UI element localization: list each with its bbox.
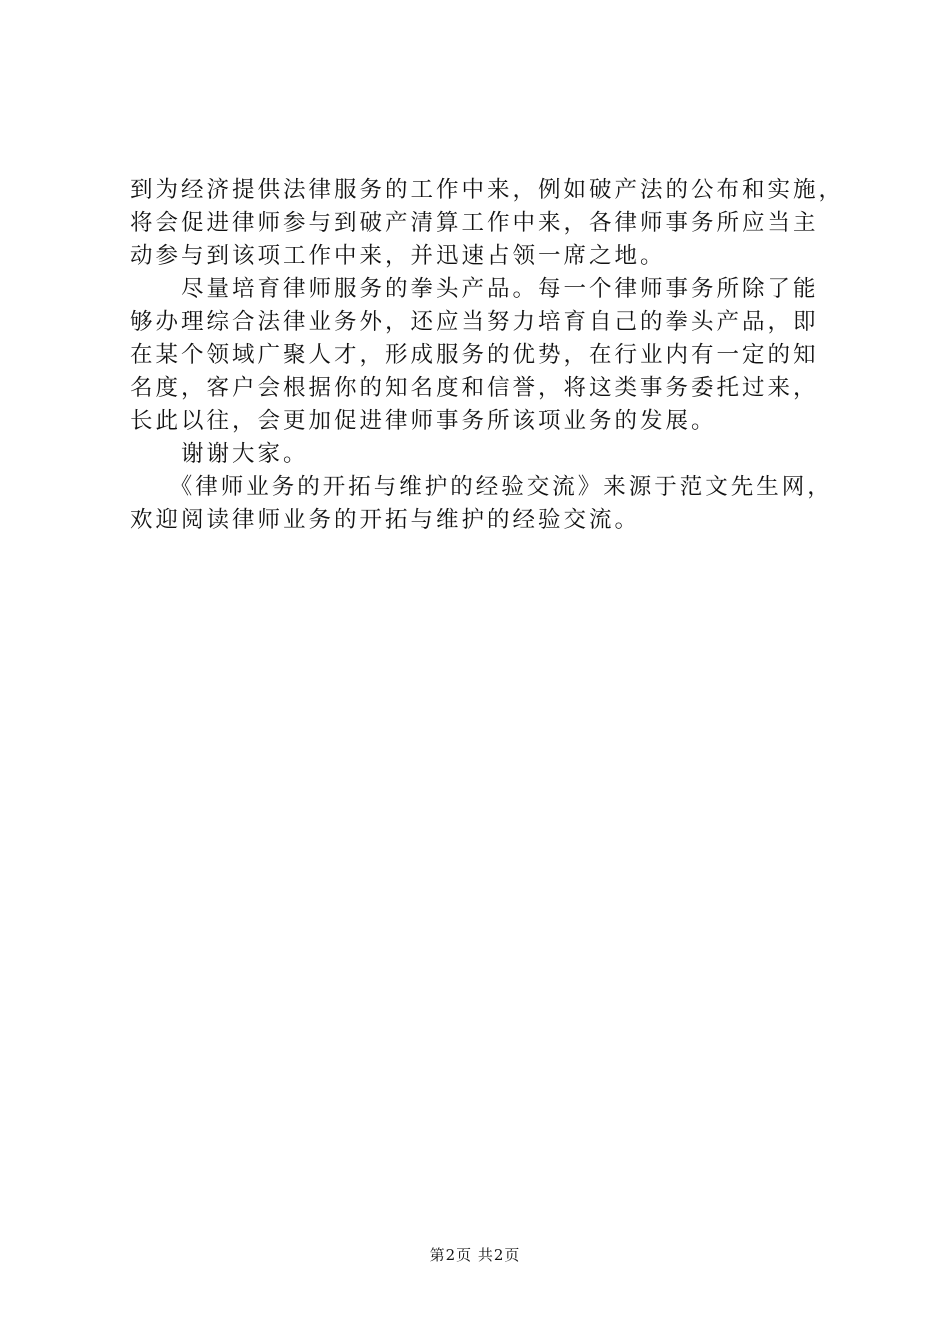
page-number-footer: 第2页 共2页 — [429, 1246, 521, 1264]
text-line: 长此以往，会更加促进律师事务所该项业务的发展。 — [130, 408, 717, 434]
text-line: 够办理综合法律业务外，还应当努力培育自己的拳头产品，即 — [130, 309, 819, 335]
text-line: 《律师业务的开拓与维护的经验交流》来源于范文先生网， — [130, 474, 833, 500]
text-line: 将会促进律师参与到破产清算工作中来，各律师事务所应当主 — [130, 210, 819, 236]
text-line: 谢谢大家。 — [130, 441, 309, 467]
text-line: 欢迎阅读律师业务的开拓与维护的经验交流。 — [130, 507, 641, 533]
document-body — [130, 174, 845, 537]
text-line: 尽量培育律师服务的拳头产品。每一个律师事务所除了能 — [130, 276, 819, 302]
text-line: 动参与到该项工作中来，并迅速占领一席之地。 — [130, 243, 666, 269]
text-line: 到为经济提供法律服务的工作中来，例如破产法的公布和实施， — [130, 177, 845, 203]
text-line: 在某个领域广聚人才，形成服务的优势，在行业内有一定的知 — [130, 342, 819, 368]
text-line: 名度，客户会根据你的知名度和信誉，将这类事务委托过来， — [130, 375, 819, 401]
